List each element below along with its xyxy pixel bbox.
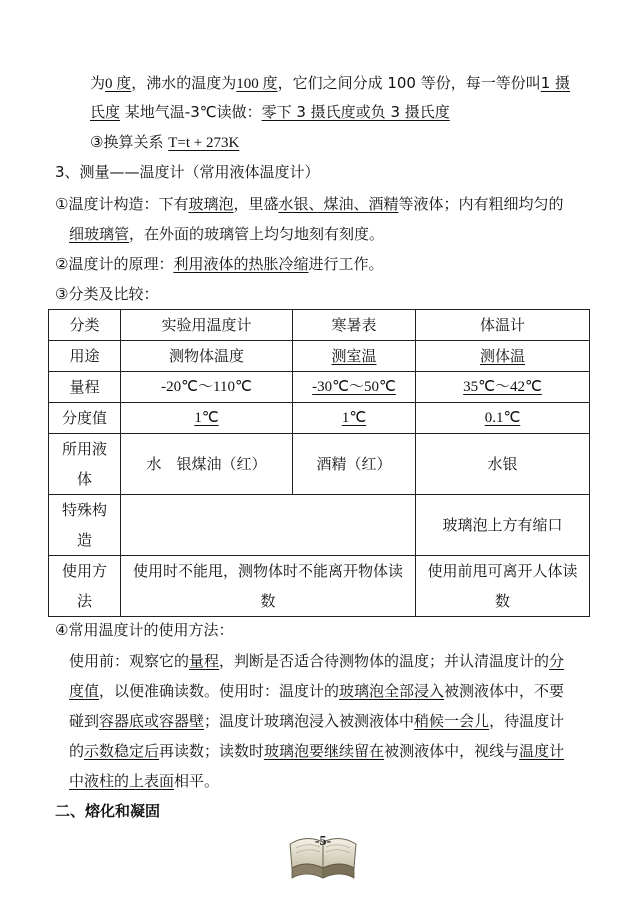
underlined-term: 玻璃泡全部浸入 xyxy=(339,682,445,700)
paragraph-line-2 xyxy=(69,680,564,702)
text: ，它们之间分成 100 等份，每一等份叫 xyxy=(277,74,541,92)
comparison-table xyxy=(48,309,590,617)
text: 使用前：观察它的 xyxy=(69,652,190,670)
table-cell: 水 银煤油（红） xyxy=(121,434,293,495)
underlined-term: -30℃～50℃ xyxy=(312,379,396,395)
table-cell: -20℃～110℃ xyxy=(121,372,293,403)
table-cell xyxy=(49,434,121,495)
underlined-term: 1 摄 xyxy=(540,74,571,92)
table-cell xyxy=(416,372,590,403)
table-cell: 体温计 xyxy=(416,310,590,341)
cell-line: 所用液 xyxy=(61,440,107,458)
underlined-term: 利用液体的热胀冷缩 xyxy=(173,255,309,273)
table-row xyxy=(49,495,590,556)
table-cell xyxy=(121,556,416,617)
cell-line: 特殊构 xyxy=(61,501,107,519)
text: ，在外面的玻璃管上均匀地刻有刻度。 xyxy=(129,225,385,243)
cell-line: 数 xyxy=(260,592,276,610)
table-cell xyxy=(49,495,121,556)
table-cell: 分类 xyxy=(49,310,121,341)
table-cell: 量程 xyxy=(49,372,121,403)
table-cell: 测物体温度 xyxy=(121,341,293,372)
underlined-term: 氏度 xyxy=(90,103,121,121)
table-cell: 酒精（红） xyxy=(293,434,416,495)
table-cell xyxy=(293,341,416,372)
table-row xyxy=(49,556,590,617)
table-row xyxy=(49,310,590,341)
underlined-term: 分 xyxy=(549,652,565,670)
text: 进行工作。 xyxy=(308,255,384,273)
underlined-term: 0 度 xyxy=(105,76,132,92)
text-line-6 xyxy=(69,223,384,245)
table-cell xyxy=(293,372,416,403)
paragraph-line-1 xyxy=(69,650,564,672)
text: ，里盛 xyxy=(233,195,279,213)
table-cell: 寒暑表 xyxy=(293,310,416,341)
underlined-term: 容器底或容器壁 xyxy=(99,712,205,730)
underlined-term: 1℃ xyxy=(341,410,367,426)
text: 被测液体中，不要 xyxy=(444,682,565,700)
cell-line: 造 xyxy=(76,531,92,549)
underlined-term: 0.1℃ xyxy=(484,410,521,426)
text-line-3 xyxy=(90,131,239,154)
text-line-1 xyxy=(90,72,570,95)
text: ；温度计玻璃泡浸入被测液体中 xyxy=(204,712,415,730)
table-cell: 用途 xyxy=(49,341,121,372)
underlined-term: 稍候一会儿 xyxy=(414,712,490,730)
book-icon-graphic xyxy=(286,822,360,888)
underlined-term: 温度计 xyxy=(519,742,565,760)
table-cell xyxy=(416,341,590,372)
book-icon xyxy=(286,822,360,888)
underlined-term: 水银、煤油、酒精 xyxy=(278,195,399,213)
underlined-term: 测室温 xyxy=(331,347,377,365)
text: ②温度计的原理： xyxy=(55,255,174,273)
text: ，判断是否适合待测物体的温度；并认清温度计的 xyxy=(219,652,550,670)
text-line-8: ③分类及比较： xyxy=(55,285,159,303)
underlined-term: 玻璃泡要继续留在 xyxy=(264,742,385,760)
text: ①温度计构造：下有 xyxy=(55,195,189,213)
text-line-2 xyxy=(90,101,450,123)
text: 某地气温-3℃读做： xyxy=(120,103,262,121)
usage-heading: ④常用温度计的使用方法： xyxy=(55,621,234,639)
text: 的 xyxy=(69,742,85,760)
table-row xyxy=(49,341,590,372)
underlined-term: 示数稳定后 xyxy=(84,742,160,760)
table-row xyxy=(49,372,590,403)
table-cell xyxy=(293,403,416,434)
cell-line: 使用前甩可离开人体读 xyxy=(427,562,578,580)
table-cell: 分度值 xyxy=(49,403,121,434)
text-line-5 xyxy=(55,193,564,215)
text: 等液体；内有粗细均匀的 xyxy=(398,195,564,213)
table-cell xyxy=(121,495,416,556)
underlined-term: 玻璃泡 xyxy=(188,195,234,213)
paragraph-line-3 xyxy=(69,710,564,732)
text: 被测液体中 xyxy=(384,742,460,760)
underlined-term: 量程 xyxy=(189,652,220,670)
table-row xyxy=(49,434,590,495)
cell-line: 法 xyxy=(76,592,92,610)
section-heading: 3、测量——温度计（常用液体温度计） xyxy=(55,163,320,181)
table-cell: 玻璃泡上方有缩口 xyxy=(416,495,590,556)
page-number: -5- xyxy=(314,834,332,849)
table-cell: 实验用温度计 xyxy=(121,310,293,341)
text-line-7 xyxy=(55,253,383,275)
chapter-heading: 二、熔化和凝固 xyxy=(55,802,161,820)
cell-line: 使用方 xyxy=(61,562,107,580)
text: ③换算关系 xyxy=(90,133,169,151)
text: ，视线与 xyxy=(459,742,520,760)
underlined-term: 测体温 xyxy=(479,347,525,365)
table-cell: 水银 xyxy=(416,434,590,495)
paragraph-line-5 xyxy=(69,770,219,792)
underlined-term: 1℃ xyxy=(194,410,219,426)
text: ，以便准确读数。使用时：温度计的 xyxy=(99,682,340,700)
table-cell xyxy=(49,556,121,617)
text: ，沸水的温度为 xyxy=(131,74,237,92)
text: 相平。 xyxy=(174,772,220,790)
table-cell xyxy=(416,556,590,617)
table-cell xyxy=(416,403,590,434)
text: 再读数；读数时 xyxy=(159,742,265,760)
paragraph-line-4 xyxy=(69,740,564,762)
formula: T=t + 273K xyxy=(168,135,240,151)
underlined-term: 度值 xyxy=(69,682,100,700)
cell-line: 体 xyxy=(76,470,92,488)
cell-line: 使用时不能甩，测物体时不能离开物体读 xyxy=(132,562,403,580)
table-row xyxy=(49,403,590,434)
cell-line: 数 xyxy=(494,592,510,610)
text: 为 xyxy=(90,74,106,92)
text: 碰到 xyxy=(69,712,100,730)
table-cell xyxy=(121,403,293,434)
text: ，待温度计 xyxy=(489,712,565,730)
underlined-term: 零下 3 摄氏度或负 3 摄氏度 xyxy=(261,103,450,121)
underlined-term: 35℃～42℃ xyxy=(463,379,542,395)
underlined-term: 100 度 xyxy=(236,76,278,92)
underlined-term: 中液柱的上表面 xyxy=(69,772,175,790)
underlined-term: 细玻璃管 xyxy=(69,225,130,243)
